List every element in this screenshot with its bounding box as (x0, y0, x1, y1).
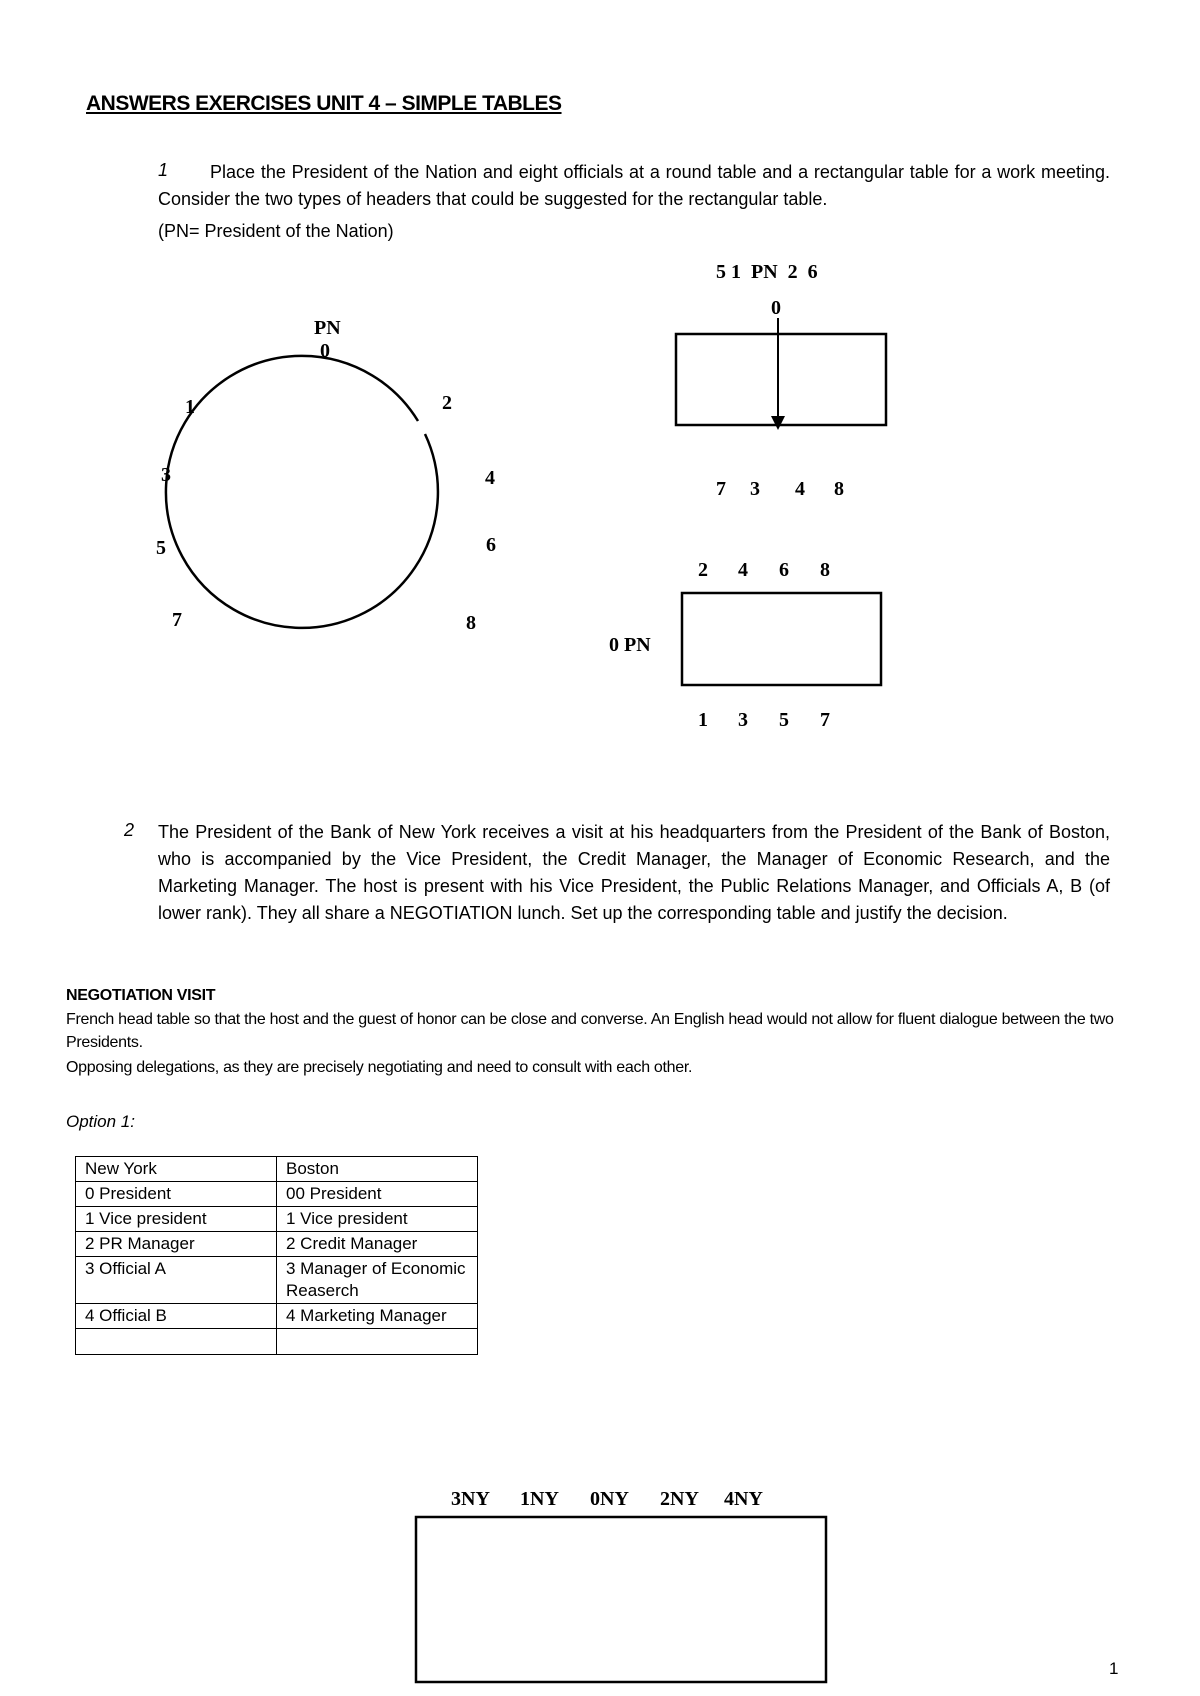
bottom-top-seat: 0NY (590, 1488, 629, 1510)
head-arrow-head (771, 416, 785, 430)
rect2-top-seat: 2 (698, 559, 708, 581)
table-cell: 3 Manager of Economic Reaserch (277, 1257, 478, 1304)
question-1-text: Place the President of the Nation and eight officials at a round table and a rectangular table for a work meeting. Consider the two types of headers that could be suggested for the rectangular table. (158, 162, 1110, 209)
rect1-bottom-seat: 7 (716, 478, 726, 500)
rect1-bottom-seat: 8 (834, 478, 844, 500)
rect2-top-seat: 4 (738, 559, 748, 581)
table-header-row (76, 1157, 478, 1182)
table-cell: 1 Vice president (76, 1207, 277, 1232)
bottom-top-seat: 3NY (451, 1488, 490, 1510)
table-cell (277, 1329, 478, 1355)
round-seat-2: 2 (442, 392, 452, 414)
table-row (76, 1182, 478, 1207)
table-cell: 2 Credit Manager (277, 1232, 478, 1257)
round-seat-1: 1 (185, 396, 195, 418)
table-header: Boston (277, 1157, 478, 1182)
table-cell: 3 Official A (76, 1257, 277, 1304)
bottom-top-seat: 2NY (660, 1488, 699, 1510)
rect2-side-label: 0 PN (609, 634, 651, 656)
table-cell (76, 1329, 277, 1355)
answer-line-1: French head table so that the host and the guest of honor can be close and converse. An English head would not allow for fluent dialogue between the two Presidents. (66, 1011, 1114, 1051)
table-cell: 1 Vice president (277, 1207, 478, 1232)
bottom-top-seat: 1NY (520, 1488, 559, 1510)
round-seat-6: 6 (486, 534, 496, 556)
table-row (76, 1257, 478, 1304)
table-row (76, 1207, 478, 1232)
option-table (75, 1156, 478, 1355)
round-seat-8: 8 (466, 612, 476, 634)
table-row (76, 1304, 478, 1329)
round-table (166, 356, 438, 628)
rect2-bottom-seat: 1 (698, 709, 708, 731)
page-number: 1 (1109, 1659, 1119, 1678)
option-label: Option 1: (66, 1112, 135, 1131)
question-1-number: 1 (158, 160, 169, 180)
question-2-text: The President of the Bank of New York receives a visit at his headquarters from the President of the Bank of Boston, who is accompanied by the Vice President, the Credit Manager, the Manager of Economic Research, and the Marketing Manager. The host is present with his Vice President, the Public Relations Manager, and Officials A, B (of lower rank). They all share a NEGOTIATION lunch. Set up the corresponding table and justify the decision. (158, 822, 1110, 923)
table-row (76, 1232, 478, 1257)
round-seat-4: 4 (485, 467, 495, 489)
page-title: ANSWERS EXERCISES UNIT 4 – SIMPLE TABLES (86, 92, 562, 115)
answer-heading: NEGOTIATION VISIT (66, 987, 216, 1004)
answer-line-2: Opposing delegations, as they are precisely negotiating and need to consult with each other. (66, 1059, 693, 1076)
rect1-head-number: 0 (771, 297, 781, 319)
rect-table-2 (682, 593, 881, 685)
table-cell: 00 President (277, 1182, 478, 1207)
rect2-top-seat: 6 (779, 559, 789, 581)
round-head-number: 0 (320, 340, 330, 362)
table-cell: 4 Official B (76, 1304, 277, 1329)
round-seat-3: 3 (161, 464, 171, 486)
rect1-bottom-seat: 3 (750, 478, 760, 500)
rect2-bottom-seat: 5 (779, 709, 789, 731)
round-seat-7: 7 (172, 609, 182, 631)
rect1-bottom-seat: 4 (795, 478, 805, 500)
table-cell: 4 Marketing Manager (277, 1304, 478, 1329)
question-2-number: 2 (124, 820, 135, 840)
table-cell: 0 President (76, 1182, 277, 1207)
rect2-top-seat: 8 (820, 559, 830, 581)
bottom-top-seat: 4NY (724, 1488, 763, 1510)
rect-table-bottom (416, 1517, 826, 1682)
round-head-label: PN (314, 317, 341, 339)
rect1-top-row: 5 1 PN 2 6 (716, 261, 818, 283)
rect2-bottom-seat: 7 (820, 709, 830, 731)
table-cell: 2 PR Manager (76, 1232, 277, 1257)
rect-table-1 (676, 334, 886, 425)
table-header: New York (76, 1157, 277, 1182)
rect2-bottom-seat: 3 (738, 709, 748, 731)
round-seat-5: 5 (156, 537, 166, 559)
table-row (76, 1329, 478, 1355)
question-1-note: (PN= President of the Nation) (158, 221, 394, 241)
